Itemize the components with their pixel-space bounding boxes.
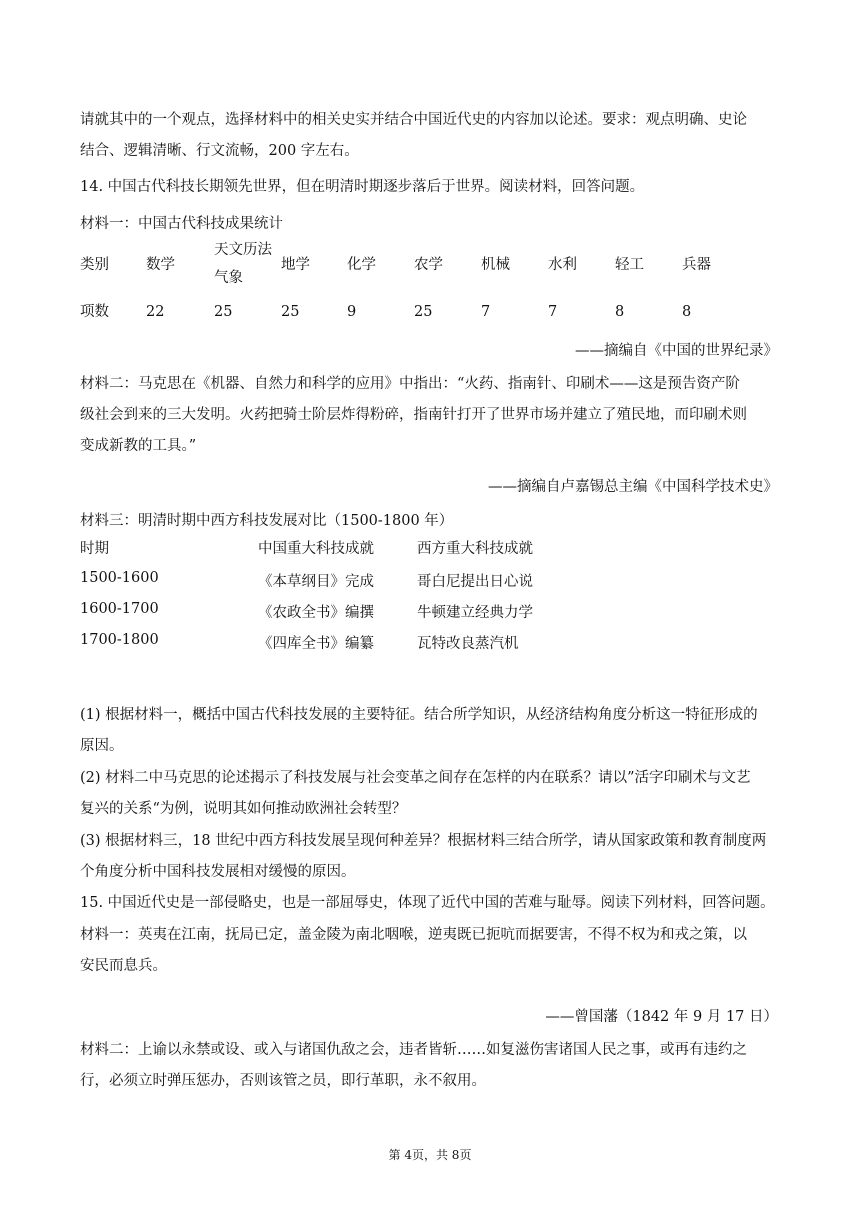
- intro-line: 请就其中的一个观点，选择材料中的相关史实并结合中国近代史的内容加以论述。要求：观点明确、史论: [80, 112, 747, 128]
- table-category: 化学: [347, 257, 376, 273]
- table-count: 25: [214, 304, 233, 320]
- page-number: 第 4页，共 8页: [388, 1148, 472, 1162]
- table-count: 22: [146, 304, 165, 320]
- table-count: 25: [281, 304, 300, 320]
- table-category: 机械: [481, 257, 510, 273]
- material2-source: ——摘编自卢嘉锡总主编《中国科学技术史》: [488, 479, 778, 495]
- table-header-label: 类别: [80, 257, 109, 273]
- m3-row-period: 1600-1700: [80, 601, 159, 617]
- table-category-line2: 气象: [214, 270, 243, 286]
- q14-material3-label: 材料三：明清时期中西方科技发展对比（1500-1800 年）: [80, 513, 454, 529]
- table-count: 7: [481, 304, 491, 320]
- material2-line: 级社会到来的三大发明。火药把骑士阶层炸得粉碎，指南针打开了世界市场并建立了殖民地，而印刷术则: [80, 407, 747, 423]
- table-category: 兵器: [682, 257, 711, 273]
- q15-material1: [80, 920, 780, 982]
- material1-source: ——摘编自《中国的世界纪录》: [575, 343, 778, 359]
- subquestion-line: (3) 根据材料三，18 世纪中西方科技发展呈现何种差异？根据材料三结合所学，请从国家政策和教育制度两: [80, 833, 767, 849]
- q15-material2-line: 行，必须立时弹压惩办，否则该管之员，即行革职，永不叙用。: [80, 1073, 486, 1089]
- table-count: 8: [615, 304, 625, 320]
- subquestion-line: (1) 根据材料一，概括中国古代科技发展的主要特征。结合所学知识，从经济结构角度分析这一特征形成的: [80, 707, 758, 723]
- m3-header-west: 西方重大科技成就: [417, 541, 533, 557]
- subquestion-line: 复兴的关系“为例，说明其如何推动欧洲社会转型？: [80, 801, 407, 817]
- intro-paragraph: [80, 105, 780, 167]
- q14-subquestion-1: [80, 700, 780, 762]
- table-count: 9: [347, 304, 357, 320]
- m3-row-west: 哥白尼提出日心说: [417, 574, 533, 590]
- table-category: 天文历法: [214, 242, 272, 258]
- q14-material2: [80, 369, 780, 462]
- m3-row-west: 瓦特改良蒸汽机: [417, 636, 519, 652]
- subquestion-line: 原因。: [80, 738, 124, 754]
- q14-title: 14. 中国古代科技长期领先世界，但在明清时期逐步落后于世界。阅读材料，回答问题。: [80, 179, 645, 195]
- m3-row-period: 1700-1800: [80, 632, 159, 648]
- table-category: 农学: [414, 257, 443, 273]
- m3-row-west: 牛顿建立经典力学: [417, 605, 533, 621]
- material2-line: 材料二：马克思在《机器、自然力和科学的应用》中指出：“火药、指南针、印刷术——这是预告资产阶: [80, 376, 740, 392]
- intro-line: 结合、逻辑清晰、行文流畅，200 字左右。: [80, 143, 359, 159]
- m3-row-china: 《四库全书》编纂: [258, 636, 374, 652]
- table-category: 地学: [281, 257, 310, 273]
- table-category: 轻工: [615, 257, 644, 273]
- q15-material1-line: 安民而息兵。: [80, 958, 167, 974]
- table-count: 25: [414, 304, 433, 320]
- m3-header-period: 时期: [80, 541, 109, 557]
- subquestion-line: (2) 材料二中马克思的论述揭示了科技发展与社会变革之间存在怎样的内在联系？请以”活字印刷术与文艺: [80, 770, 751, 786]
- table-category: 水利: [548, 257, 577, 273]
- q14-subquestion-3: [80, 826, 780, 888]
- table-count: 7: [548, 304, 558, 320]
- q15-material1-source: ——曾国藩（1842 年 9 月 17 日）: [545, 1009, 778, 1025]
- subquestion-line: 个角度分析中国科技发展相对缓慢的原因。: [80, 864, 356, 880]
- table-count-label: 项数: [80, 304, 109, 320]
- q15-material2-line: 材料二：上谕以永禁或设、或入与诸国仇敌之会，违者皆斩……如复滋伤害诸国人民之事，或再有违约之: [80, 1042, 747, 1058]
- q14-subquestion-2: [80, 763, 780, 825]
- q15-title: 15. 中国近代史是一部侵略史，也是一部屈辱史，体现了近代中国的苦难与耻辱。阅读下列材料，回答问题。: [80, 895, 775, 911]
- q15-material2: [80, 1035, 780, 1097]
- m3-row-period: 1500-1600: [80, 570, 159, 586]
- m3-row-china: 《本草纲目》完成: [258, 574, 374, 590]
- table-count: 8: [682, 304, 692, 320]
- table-category: 数学: [146, 257, 175, 273]
- m3-row-china: 《农政全书》编撰: [258, 605, 374, 621]
- q15-material1-line: 材料一：英夷在江南，抚局已定，盖金陵为南北咽喉，逆夷既已扼吭而据要害，不得不权为和戎之策，以: [80, 927, 747, 943]
- q14-material1-label: 材料一：中国古代科技成果统计: [80, 216, 283, 232]
- m3-header-china: 中国重大科技成就: [258, 541, 374, 557]
- material2-line: 变成新教的工具。”: [80, 438, 197, 454]
